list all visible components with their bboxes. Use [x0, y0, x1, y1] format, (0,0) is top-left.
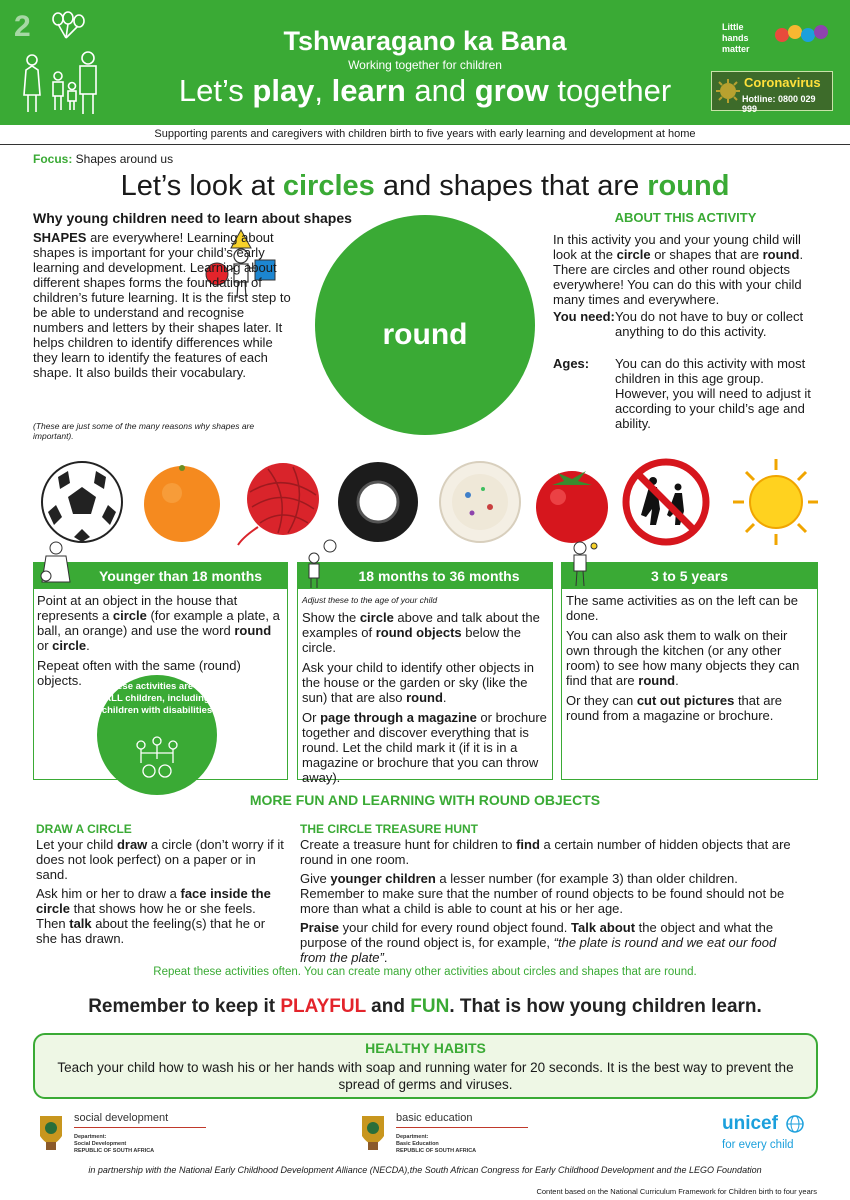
brand-title: Tshwaragano ka Bana: [283, 26, 567, 56]
support-bar: Supporting parents and caregivers with children birth to five years with early learning and development at home: [0, 125, 850, 145]
plate-icon: [440, 462, 520, 542]
dept-details: Department: Social Development REPUBLIC OF SOUTH AFRICA: [74, 1134, 155, 1154]
ages-value: You can do this activity with most children in this age group. However, you will need to adjust it according to your child’s age and ability.: [615, 356, 811, 431]
hunt-paragraph: Praise your child for every round object found. Talk about the object and what the purpose of the round object is, for example, “the plate is round and we eat our food from the plate”.: [300, 920, 777, 965]
basic-education-logo: [358, 1112, 538, 1162]
orange-icon: [144, 465, 220, 542]
dept-rule: [396, 1127, 528, 1128]
toddler-icon: [302, 538, 338, 590]
ages-label: Ages:: [553, 356, 590, 371]
about-title: ABOUT THIS ACTIVITY: [614, 210, 757, 225]
remember-line: Remember to keep it PLAYFUL and FUN. That is how young children learn.: [88, 996, 762, 1017]
tyre-icon: [338, 462, 418, 542]
about-text: In this activity you and your young child will look at the circle or shapes that are round. There are circles and other round objects everywhere! You can do this with your child many times and everywhere.: [553, 232, 804, 307]
page-number: 2: [14, 10, 31, 43]
you-need-label: You need:: [553, 309, 615, 324]
dept-details: Department: Basic Education REPUBLIC OF SOUTH AFRICA: [396, 1134, 477, 1154]
yarn-ball-icon: [238, 463, 319, 545]
tomato-icon: [536, 471, 608, 543]
dept-rule: [74, 1127, 206, 1128]
header-banner: [0, 0, 850, 125]
circle-word: round: [382, 318, 468, 351]
healthy-habits-title: HEALTHY HABITS: [365, 1040, 486, 1056]
healthy-habits-text: Teach your child how to wash his or her hands with soap and running water for 20 seconds. It is the best way to prevent the spread of germs and viruses.: [57, 1060, 794, 1092]
draw-circle-title: DRAW A CIRCLE: [36, 822, 132, 836]
soccer-ball-icon: [42, 462, 122, 542]
coronavirus-title: Coronavirus: [744, 75, 821, 90]
why-body: SHAPES are everywhere! Learning about shapes is important for your child’s early learning and development. Learning about different shapes forms the foundation of children’s future learning. It is the first step to be able to understand and recognise numbers and letters by their shapes later. It helps children to identify differences while they learn to identify the features of each shape. It also builds their vocabulary.: [33, 230, 291, 380]
all-children-text: These activities are for ALL children, including children with disabilities: [101, 681, 213, 716]
unicef-logo: unicef: [722, 1113, 804, 1135]
virus-icon: [716, 78, 740, 104]
unicef-tagline: for every child: [722, 1139, 794, 1151]
little-hands-text: Little hands matter: [722, 22, 750, 54]
why-note: (These are just some of the many reasons why shapes are important).: [33, 421, 255, 441]
hunt-paragraph: Create a treasure hunt for children to find a certain number of hidden objects that are round in one room.: [300, 837, 791, 867]
age-box-body: [566, 593, 812, 728]
age-paragraph: Point at an object in the house that represents a circle (for example a plate, a ball, an orange) and use the word round or circle.: [37, 593, 280, 653]
round-objects-row: [38, 457, 818, 547]
age-paragraph: Or page through a magazine or brochure together and discover everything that is round. Let the child mark it (if it is in a magazine or brochure that you can throw away).: [302, 710, 547, 785]
mother-baby-icon: [36, 540, 78, 590]
unicef-globe-icon: [786, 1115, 804, 1133]
treasure-hunt-title: THE CIRCLE TREASURE HUNT: [300, 822, 479, 836]
age-paragraph: Ask your child to identify other objects in the house or the garden or sky (like the sun) that are also round.: [302, 660, 534, 705]
tagline: Let’s play, learn and grow together: [178, 73, 672, 108]
brand-subtitle: Working together for children: [348, 58, 502, 72]
sun-icon: [733, 459, 818, 545]
coronavirus-hotline-badge: [711, 71, 833, 114]
age-paragraph: Or they can cut out pictures that are round from a magazine or brochure.: [566, 693, 783, 723]
dept-name: social development: [74, 1112, 169, 1124]
partners-line: in partnership with the National Early Childhood Development Alliance (NECDA),the South African Congress for Early Childhood Development and the LEGO Foundation: [88, 1165, 762, 1175]
age-paragraph: You can also ask them to walk on their own through the kitchen (or any other room) to see how many objects they can find that are round.: [566, 628, 800, 688]
page-title: Let’s look at circles and shapes that are round: [120, 170, 730, 202]
age-paragraph: The same activities as on the left can be done.: [566, 593, 798, 623]
why-title: Why young children need to learn about shapes: [33, 210, 352, 226]
draw-paragraph: Ask him or her to draw a face inside the circle that shows how he or she feels. Then talk about the feeling(s) that he or she has drawn.: [36, 886, 271, 946]
repeat-note: Repeat these activities often. You can create many other activities about circles and shapes that are round.: [153, 966, 697, 978]
coat-of-arms-icon: [358, 1112, 388, 1154]
coat-of-arms-icon: [36, 1112, 66, 1154]
treasure-hunt-body: [300, 837, 800, 969]
hand-prints-icon: [774, 20, 832, 46]
age-box-title: 18 months to 36 months: [298, 563, 552, 589]
you-need-value: You do not have to buy or collect anything to do this activity.: [615, 309, 804, 339]
healthy-habits-box: [33, 1033, 818, 1099]
no-pedestrians-sign-icon: [626, 462, 706, 542]
hunt-paragraph: Give younger children a lesser number (for example 3) than older children. Remember to make sure that the number of round objects to be found should not be more than what a child is able to count at his or her age.: [300, 871, 785, 916]
age-paragraph: Show the circle above and talk about the examples of round objects below the circle.: [302, 610, 540, 655]
child-icon: [566, 540, 602, 590]
focus-line: Focus: Shapes around us: [33, 152, 174, 166]
age-box-body: [302, 593, 548, 790]
dept-name: basic education: [396, 1112, 473, 1124]
draw-circle-body: [36, 837, 288, 950]
little-hands-logo: [722, 20, 832, 54]
content-credit: Content based on the National Curriculum Framework for Children birth to four years: [536, 1187, 817, 1196]
more-fun-title: MORE FUN AND LEARNING WITH ROUND OBJECTS: [249, 792, 601, 808]
draw-paragraph: Let your child draw a circle (don’t worry if it does not look perfect) on a paper or in sand.: [36, 837, 284, 882]
age-box-18-to-36-months: [297, 562, 553, 785]
age-box-3-to-5-years: [561, 562, 818, 780]
coronavirus-hotline: Hotline: 0800 029 999: [742, 94, 816, 114]
age-note: Adjust these to the age of your child: [302, 595, 438, 605]
social-development-logo: [36, 1112, 216, 1162]
age-box-title: Younger than 18 months: [34, 563, 287, 589]
age-paragraph: Repeat often with the same (round) objects.: [37, 658, 241, 688]
age-box-title: 3 to 5 years: [562, 563, 817, 589]
children-playing-icon: [129, 735, 185, 779]
